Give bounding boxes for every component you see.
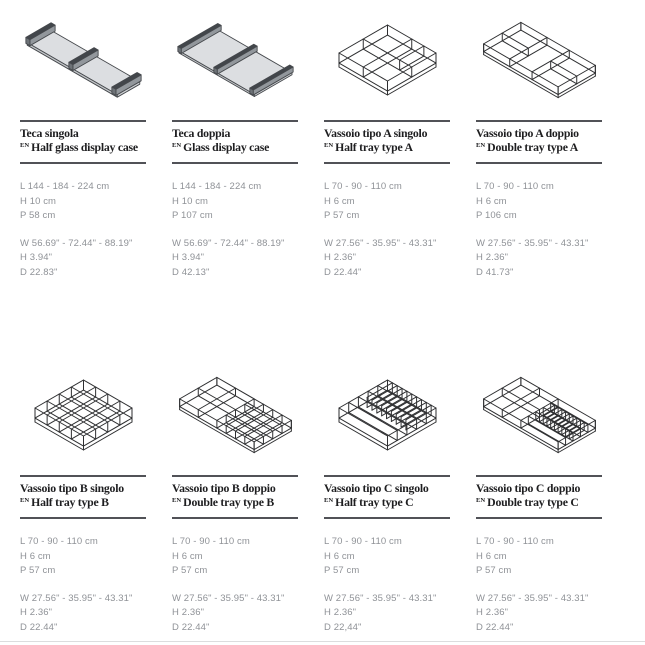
language-tag: EN bbox=[324, 142, 334, 149]
product-name-it: Vassoio tipo C doppio bbox=[476, 481, 581, 495]
double-tray-type-c-icon bbox=[476, 355, 602, 475]
product-title-block bbox=[172, 475, 298, 519]
dim-depth: P 57 cm bbox=[20, 565, 56, 576]
half-tray-type-c-icon bbox=[324, 355, 450, 475]
metric-dimensions bbox=[20, 535, 146, 579]
dim-length: L 70 - 90 - 110 cm bbox=[476, 536, 554, 547]
product-name-en bbox=[20, 140, 146, 157]
dim-width-in: W 27.56" - 35.95" - 43.31" bbox=[324, 592, 437, 604]
dim-length: L 70 - 90 - 110 cm bbox=[476, 181, 554, 192]
product-name-it: Vassoio tipo C singolo bbox=[324, 481, 429, 495]
dim-depth-in: D 42.13" bbox=[172, 266, 210, 278]
product-title-block bbox=[324, 120, 450, 164]
dim-depth: P 57 cm bbox=[476, 565, 512, 576]
product-name-en bbox=[324, 495, 450, 512]
glass-display-case-icon bbox=[172, 0, 298, 120]
metric-dimensions bbox=[324, 180, 450, 224]
product-card-vassoio-a-doppio bbox=[476, 0, 602, 280]
language-tag: EN bbox=[172, 142, 182, 149]
dim-depth: P 106 cm bbox=[476, 210, 517, 221]
dim-depth-in: D 22.44" bbox=[476, 621, 514, 633]
product-title-block bbox=[324, 475, 450, 519]
dim-depth: P 107 cm bbox=[172, 210, 213, 221]
product-name-en-text: Half tray type C bbox=[335, 495, 414, 509]
dim-length: L 144 - 184 - 224 cm bbox=[172, 181, 262, 192]
metric-dimensions bbox=[20, 180, 146, 224]
dim-depth-in: D 22.83" bbox=[20, 266, 58, 278]
product-title-block bbox=[20, 120, 146, 164]
dim-depth-in: D 22.44" bbox=[324, 266, 362, 278]
language-tag: EN bbox=[476, 497, 486, 504]
dim-depth: P 57 cm bbox=[324, 565, 360, 576]
imperial-dimensions bbox=[172, 237, 298, 281]
half-tray-type-a-icon bbox=[324, 0, 450, 120]
dim-height-in: H 3.94" bbox=[172, 252, 205, 263]
language-tag: EN bbox=[20, 142, 30, 149]
dim-depth-in: D 22.44" bbox=[172, 621, 210, 633]
imperial-dimensions bbox=[20, 237, 146, 281]
dim-height-in: H 2.36" bbox=[20, 607, 53, 618]
product-card-vassoio-a-singolo bbox=[324, 0, 450, 280]
dim-height-in: H 2.36" bbox=[172, 607, 205, 618]
half-glass-display-case-icon bbox=[20, 0, 146, 120]
dim-width-in: W 27.56" - 35.95" - 43.31" bbox=[324, 237, 437, 249]
product-name-it: Teca singola bbox=[20, 126, 79, 140]
dim-depth-in: D 41.73" bbox=[476, 266, 514, 278]
product-name-en bbox=[172, 495, 298, 512]
product-card-vassoio-b-doppio bbox=[172, 355, 298, 635]
product-title-block bbox=[172, 120, 298, 164]
dim-width-in: W 27.56" - 35.95" - 43.31" bbox=[172, 592, 285, 604]
double-tray-type-b-icon bbox=[172, 355, 298, 475]
product-card-vassoio-c-doppio bbox=[476, 355, 602, 635]
dim-height-in: H 2.36" bbox=[476, 252, 509, 263]
dim-length: L 70 - 90 - 110 cm bbox=[324, 181, 402, 192]
dim-depth: P 57 cm bbox=[324, 210, 360, 221]
imperial-dimensions bbox=[20, 592, 146, 636]
metric-dimensions bbox=[324, 535, 450, 579]
language-tag: EN bbox=[476, 142, 486, 149]
product-name-it: Vassoio tipo B doppio bbox=[172, 481, 276, 495]
product-name-en-text: Half tray type A bbox=[335, 140, 413, 154]
product-title-block bbox=[20, 475, 146, 519]
dim-length: L 144 - 184 - 224 cm bbox=[20, 181, 110, 192]
dim-height-in: H 2.36" bbox=[324, 252, 357, 263]
dim-width-in: W 27.56" - 35.95" - 43.31" bbox=[476, 237, 589, 249]
imperial-dimensions bbox=[476, 237, 602, 281]
product-name-en bbox=[476, 495, 602, 512]
dim-height: H 6 cm bbox=[20, 550, 51, 562]
dim-width-in: W 56.69" - 72.44" - 88.19" bbox=[172, 237, 285, 249]
dim-width-in: W 56.69" - 72.44" - 88.19" bbox=[20, 237, 133, 249]
dim-depth: P 58 cm bbox=[20, 210, 56, 221]
dim-depth-in: D 22.44" bbox=[20, 621, 58, 633]
dim-width-in: W 27.56" - 35.95" - 43.31" bbox=[20, 592, 133, 604]
dim-height-in: H 3.94" bbox=[20, 252, 53, 263]
product-card-teca-doppia bbox=[172, 0, 298, 280]
metric-dimensions bbox=[172, 535, 298, 579]
dim-height: H 6 cm bbox=[324, 195, 355, 207]
imperial-dimensions bbox=[172, 592, 298, 636]
product-name-en bbox=[324, 140, 450, 157]
dim-height: H 6 cm bbox=[172, 550, 203, 562]
language-tag: EN bbox=[20, 497, 30, 504]
product-name-it: Teca doppia bbox=[172, 126, 231, 140]
dim-height: H 6 cm bbox=[324, 550, 355, 562]
product-card-teca-singola bbox=[20, 0, 146, 280]
dim-length: L 70 - 90 - 110 cm bbox=[172, 536, 250, 547]
product-name-it: Vassoio tipo B singolo bbox=[20, 481, 124, 495]
product-name-en-text: Half tray type B bbox=[31, 495, 109, 509]
metric-dimensions bbox=[476, 180, 602, 224]
page-bottom-rule bbox=[0, 641, 645, 642]
half-tray-type-b-icon bbox=[20, 355, 146, 475]
product-title-block bbox=[476, 475, 602, 519]
imperial-dimensions bbox=[324, 592, 450, 636]
dim-width-in: W 27.56" - 35.95" - 43.31" bbox=[476, 592, 589, 604]
dim-height: H 6 cm bbox=[476, 195, 507, 207]
product-name-en-text: Glass display case bbox=[183, 140, 270, 154]
product-name-en-text: Double tray type B bbox=[183, 495, 275, 509]
product-card-vassoio-c-singolo bbox=[324, 355, 450, 635]
dim-height-in: H 2.36" bbox=[476, 607, 509, 618]
product-name-en-text: Double tray type A bbox=[487, 140, 579, 154]
language-tag: EN bbox=[324, 497, 334, 504]
double-tray-type-a-icon bbox=[476, 0, 602, 120]
product-title-block bbox=[476, 120, 602, 164]
dim-height: H 6 cm bbox=[476, 550, 507, 562]
product-name-en-text: Double tray type C bbox=[487, 495, 579, 509]
product-name-en bbox=[476, 140, 602, 157]
product-name-en bbox=[172, 140, 298, 157]
language-tag: EN bbox=[172, 497, 182, 504]
dim-depth-in: D 22,44" bbox=[324, 621, 362, 633]
metric-dimensions bbox=[476, 535, 602, 579]
dim-height: H 10 cm bbox=[20, 195, 57, 207]
dim-height-in: H 2.36" bbox=[324, 607, 357, 618]
product-name-it: Vassoio tipo A singolo bbox=[324, 126, 428, 140]
metric-dimensions bbox=[172, 180, 298, 224]
product-name-en bbox=[20, 495, 146, 512]
product-name-it: Vassoio tipo A doppio bbox=[476, 126, 579, 140]
dim-length: L 70 - 90 - 110 cm bbox=[20, 536, 98, 547]
dim-height: H 10 cm bbox=[172, 195, 209, 207]
product-name-en-text: Half glass display case bbox=[31, 140, 138, 154]
product-card-vassoio-b-singolo bbox=[20, 355, 146, 635]
imperial-dimensions bbox=[324, 237, 450, 281]
dim-length: L 70 - 90 - 110 cm bbox=[324, 536, 402, 547]
imperial-dimensions bbox=[476, 592, 602, 636]
dim-depth: P 57 cm bbox=[172, 565, 208, 576]
